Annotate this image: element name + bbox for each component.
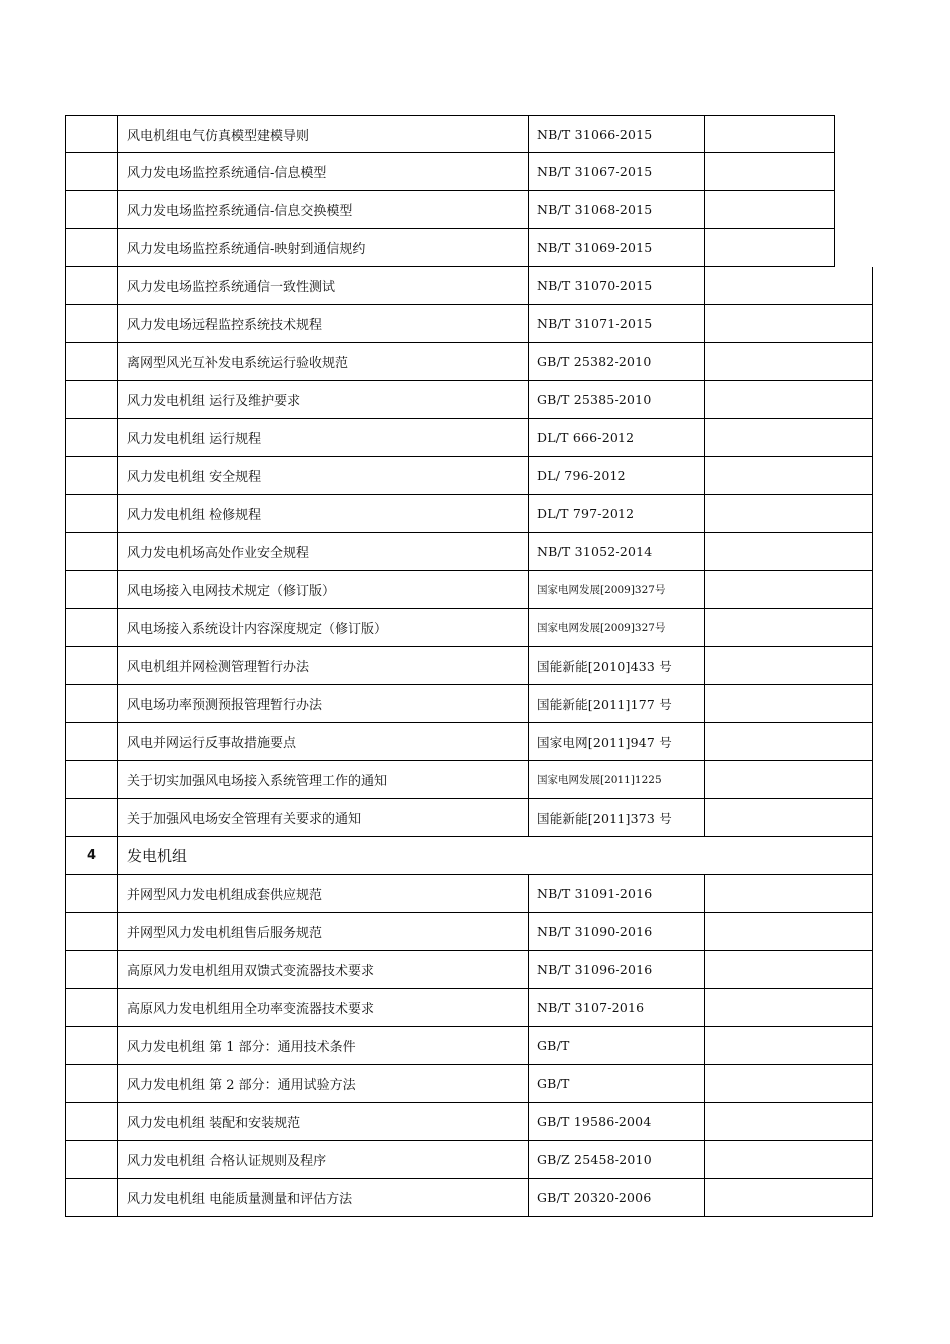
row-number-cell (65, 1065, 117, 1102)
table-row (65, 799, 873, 837)
standard-code: GB/T 25385-2010 (528, 381, 704, 418)
standard-name: 高原风力发电机组用双馈式变流器技术要求 (117, 951, 528, 988)
remark-cell (704, 343, 873, 380)
standard-name: 风电场功率预测预报管理暂行办法 (117, 685, 528, 722)
row-number-cell (65, 191, 117, 228)
standard-name: 离网型风光互补发电系统运行验收规范 (117, 343, 528, 380)
table-row (65, 229, 835, 267)
row-number-cell (65, 267, 117, 304)
row-number-cell (65, 723, 117, 760)
standard-code: GB/T (528, 1065, 704, 1102)
row-number-cell (65, 116, 117, 153)
standard-code: NB/T 31070-2015 (528, 267, 704, 304)
standard-name: 风力发电场远程监控系统技术规程 (117, 305, 528, 342)
remark-cell (704, 267, 873, 304)
standard-code: NB/T 31066-2015 (528, 116, 704, 153)
remark-cell (704, 229, 835, 266)
remark-cell (704, 1065, 873, 1102)
standard-code: DL/ 796-2012 (528, 457, 704, 494)
standard-name: 关于加强风电场安全管理有关要求的通知 (117, 799, 528, 836)
row-number-cell (65, 495, 117, 532)
row-number-cell (65, 799, 117, 836)
remark-cell (704, 533, 873, 570)
table-row (65, 647, 873, 685)
remark-cell (704, 1027, 873, 1064)
standard-code: 国家电网发展[2011]1225 (528, 761, 704, 798)
row-number-cell (65, 457, 117, 494)
table-row (65, 609, 873, 647)
standard-code: GB/Z 25458-2010 (528, 1141, 704, 1178)
remark-cell (704, 723, 873, 760)
table-row (65, 153, 835, 191)
remark-cell (704, 799, 873, 836)
row-number-cell (65, 761, 117, 798)
standard-name: 风力发电机组 合格认证规则及程序 (117, 1141, 528, 1178)
remark-cell (704, 457, 873, 494)
standard-name: 风力发电机组 第 2 部分：通用试验方法 (117, 1065, 528, 1102)
table-row (65, 1141, 873, 1179)
row-number-cell (65, 1141, 117, 1178)
standard-name: 风电场接入系统设计内容深度规定（修订版） (117, 609, 528, 646)
table-row (65, 1065, 873, 1103)
table-row (65, 1027, 873, 1065)
row-number-cell (65, 951, 117, 988)
remark-cell (704, 1103, 873, 1140)
row-number-cell (65, 381, 117, 418)
remark-cell (704, 419, 873, 456)
standard-code: GB/T (528, 1027, 704, 1064)
table-row (65, 533, 873, 571)
table-row (65, 381, 873, 419)
standard-code: 国能新能[2010]433 号 (528, 647, 704, 684)
row-number-cell (65, 647, 117, 684)
table-row (65, 951, 873, 989)
table-row (65, 419, 873, 457)
standard-code: NB/T 31068-2015 (528, 191, 704, 228)
table-row (65, 1179, 873, 1217)
standard-name: 关于切实加强风电场接入系统管理工作的通知 (117, 761, 528, 798)
standard-name: 风电机组并网检测管理暂行办法 (117, 647, 528, 684)
standard-name: 风电机组电气仿真模型建模导则 (117, 116, 528, 153)
remark-cell (704, 761, 873, 798)
standard-name: 风力发电机组 运行规程 (117, 419, 528, 456)
standard-name: 风电并网运行反事故措施要点 (117, 723, 528, 760)
row-number-cell (65, 685, 117, 722)
remark-cell (704, 609, 873, 646)
remark-cell (704, 381, 873, 418)
standard-code: GB/T 25382-2010 (528, 343, 704, 380)
standard-name: 并网型风力发电机组成套供应规范 (117, 875, 528, 912)
standard-name: 风力发电场监控系统通信-信息交换模型 (117, 191, 528, 228)
table-row (65, 571, 873, 609)
table-row (65, 1103, 873, 1141)
remark-cell (704, 875, 873, 912)
row-number-cell (65, 989, 117, 1026)
remark-cell (704, 1141, 873, 1178)
row-number-cell (65, 1103, 117, 1140)
standard-name: 风力发电场监控系统通信-信息模型 (117, 153, 528, 190)
standard-name: 风力发电场监控系统通信-映射到通信规约 (117, 229, 528, 266)
row-number-cell (65, 419, 117, 456)
remark-cell (704, 305, 873, 342)
row-number-cell (65, 305, 117, 342)
standard-code: 国能新能[2011]373 号 (528, 799, 704, 836)
table-row (65, 343, 873, 381)
standard-code: 国家电网发展[2009]327号 (528, 571, 704, 608)
remark-cell (704, 647, 873, 684)
standard-name: 风力发电机组 运行及维护要求 (117, 381, 528, 418)
remark-cell (704, 153, 835, 190)
remark-cell (704, 495, 873, 532)
standard-code: NB/T 31067-2015 (528, 153, 704, 190)
standard-code: NB/T 31069-2015 (528, 229, 704, 266)
section-number: 4 (65, 837, 117, 874)
standard-name: 风力发电机组 电能质量测量和评估方法 (117, 1179, 528, 1216)
standard-code: DL/T 666-2012 (528, 419, 704, 456)
table-row (65, 685, 873, 723)
standard-code: NB/T 31096-2016 (528, 951, 704, 988)
remark-cell (704, 571, 873, 608)
row-number-cell (65, 609, 117, 646)
remark-cell (704, 116, 835, 153)
row-number-cell (65, 343, 117, 380)
remark-cell (704, 913, 873, 950)
standard-name: 风力发电机组 第 1 部分：通用技术条件 (117, 1027, 528, 1064)
table-row (65, 989, 873, 1027)
row-number-cell (65, 571, 117, 608)
standard-code: NB/T 31090-2016 (528, 913, 704, 950)
standard-name: 高原风力发电机组用全功率变流器技术要求 (117, 989, 528, 1026)
row-number-cell (65, 533, 117, 570)
standard-code: 国能新能[2011]177 号 (528, 685, 704, 722)
section-title: 发电机组 (117, 837, 873, 874)
standard-name: 风力发电机场高处作业安全规程 (117, 533, 528, 570)
standard-name: 风力发电机组 安全规程 (117, 457, 528, 494)
remark-cell (704, 685, 873, 722)
row-number-cell (65, 875, 117, 912)
standard-code: NB/T 3107-2016 (528, 989, 704, 1026)
table-row (65, 761, 873, 799)
table-row (65, 723, 873, 761)
standard-code: NB/T 31071-2015 (528, 305, 704, 342)
table-row (65, 191, 835, 229)
standard-code: NB/T 31052-2014 (528, 533, 704, 570)
standard-code: 国家电网[2011]947 号 (528, 723, 704, 760)
remark-cell (704, 191, 835, 228)
table-row (65, 305, 873, 343)
standard-code: 国家电网发展[2009]327号 (528, 609, 704, 646)
standard-code: NB/T 31091-2016 (528, 875, 704, 912)
table-row (65, 495, 873, 533)
row-number-cell (65, 1179, 117, 1216)
standard-name: 风电场接入电网技术规定（修订版） (117, 571, 528, 608)
remark-cell (704, 1179, 873, 1216)
row-number-cell (65, 229, 117, 266)
table-row (65, 913, 873, 951)
standard-code: DL/T 797-2012 (528, 495, 704, 532)
row-number-cell (65, 913, 117, 950)
table-row (65, 267, 873, 305)
remark-cell (704, 951, 873, 988)
standard-name: 风力发电场监控系统通信一致性测试 (117, 267, 528, 304)
standard-code: GB/T 20320-2006 (528, 1179, 704, 1216)
section-row (65, 837, 873, 875)
table-row (65, 457, 873, 495)
remark-cell (704, 989, 873, 1026)
row-number-cell (65, 153, 117, 190)
standard-name: 风力发电机组 检修规程 (117, 495, 528, 532)
standard-name: 并网型风力发电机组售后服务规范 (117, 913, 528, 950)
row-number-cell (65, 1027, 117, 1064)
table-row (65, 875, 873, 913)
standard-code: GB/T 19586-2004 (528, 1103, 704, 1140)
table-row (65, 115, 835, 153)
standard-name: 风力发电机组 装配和安装规范 (117, 1103, 528, 1140)
